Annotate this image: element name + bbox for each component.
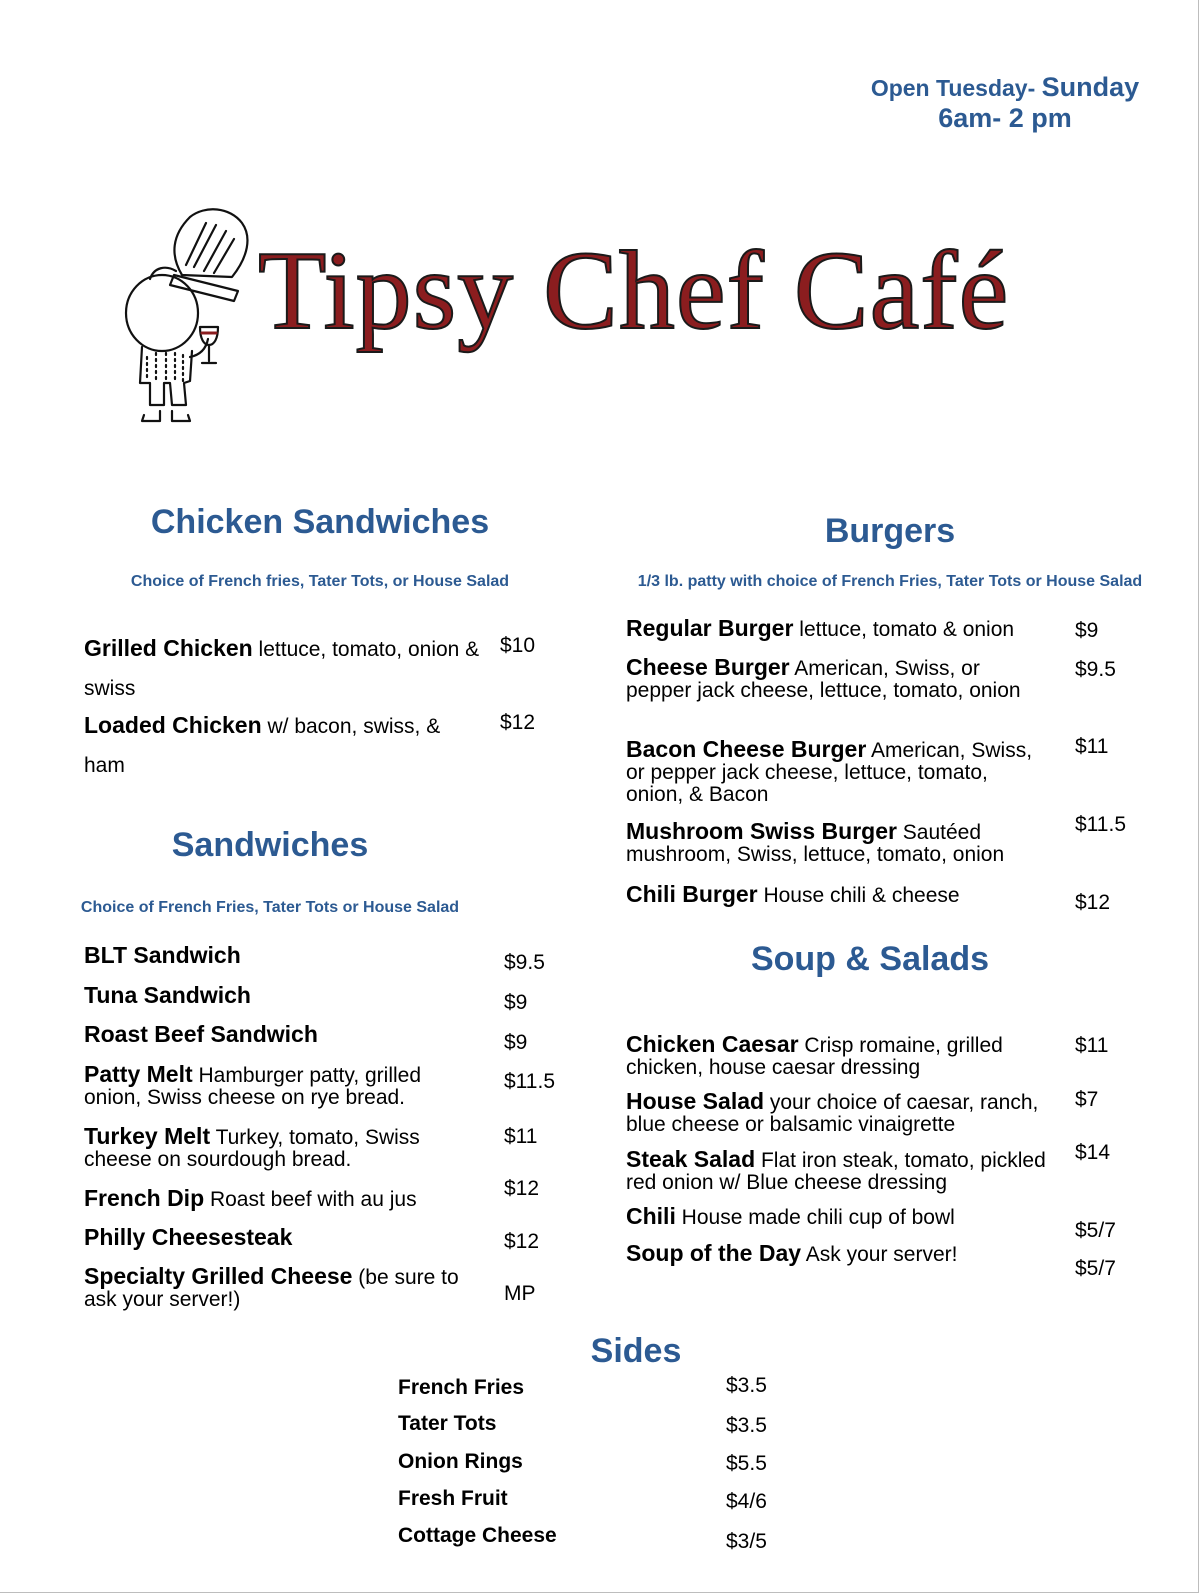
chicken-section-subtitle: Choice of French fries, Tater Tots, or House Salad bbox=[130, 573, 510, 590]
side-name: Fresh Fruit bbox=[398, 1487, 508, 1510]
item-desc: American, Swiss, or pepper jack cheese, lettuce, tomato, onion bbox=[626, 657, 1021, 702]
item-desc: American, Swiss, or pepper jack cheese, lettuce, tomato, onion, & Bacon bbox=[626, 739, 1033, 806]
menu-item bbox=[626, 656, 1021, 702]
sandwiches-section-subtitle: Choice of French Fries, Tater Tots or House Salad bbox=[80, 899, 460, 916]
item-desc: Crisp romaine, grilled chicken, house caesar dressing bbox=[626, 1034, 1003, 1079]
item-name: Turkey Melt bbox=[84, 1123, 211, 1149]
item-price: $12 bbox=[500, 711, 536, 734]
item-name: Cheese Burger bbox=[626, 654, 790, 680]
item-price: $11.5 bbox=[1075, 813, 1126, 836]
hours-days-prefix: Open Tuesday- bbox=[870, 75, 1036, 101]
hours-time: 6am- 2 pm bbox=[938, 103, 1072, 133]
item-name: Specialty Grilled Cheese bbox=[84, 1263, 353, 1289]
item-name: Tuna Sandwich bbox=[84, 982, 251, 1008]
menu-item bbox=[84, 629, 484, 708]
item-name: Chicken Caesar bbox=[626, 1031, 799, 1057]
burgers-section-title: Burgers bbox=[824, 512, 956, 550]
menu-item bbox=[626, 617, 1056, 641]
item-name: Chili bbox=[626, 1203, 676, 1229]
side-price: $3.5 bbox=[726, 1374, 767, 1397]
side-name: French Fries bbox=[398, 1376, 525, 1399]
item-name: Soup of the Day bbox=[626, 1240, 802, 1266]
menu-item bbox=[84, 1063, 484, 1109]
chef-logo-icon bbox=[120, 205, 260, 430]
item-name: Philly Cheesesteak bbox=[84, 1224, 293, 1250]
item-price: $12 bbox=[504, 1177, 540, 1200]
item-name: Chili Burger bbox=[626, 881, 758, 907]
item-price: $7 bbox=[1075, 1088, 1099, 1111]
menu-item bbox=[626, 738, 1036, 806]
item-desc: Sautéed mushroom, Swiss, lettuce, tomato, onion bbox=[626, 821, 1005, 866]
item-desc: your choice of caesar, ranch, blue cheese or balsamic vinaigrette bbox=[626, 1091, 1039, 1136]
menu-item bbox=[84, 1265, 489, 1311]
item-desc: Turkey, tomato, Swiss cheese on sourdough bread. bbox=[84, 1126, 420, 1171]
chicken-section-title: Chicken Sandwiches bbox=[150, 503, 490, 541]
item-price: $5/7 bbox=[1075, 1219, 1116, 1242]
item-desc: Roast beef with au jus bbox=[204, 1188, 417, 1211]
item-price: $9 bbox=[504, 991, 528, 1014]
menu-item bbox=[626, 883, 1056, 907]
menu-item bbox=[84, 984, 484, 1008]
item-name: Patty Melt bbox=[84, 1061, 193, 1087]
item-price: $14 bbox=[1075, 1141, 1111, 1164]
item-desc: Hamburger patty, grilled onion, Swiss cheese on rye bread. bbox=[84, 1064, 422, 1109]
menu-item bbox=[626, 820, 1036, 866]
menu-item bbox=[84, 1226, 484, 1250]
item-desc: w/ bacon, swiss, & ham bbox=[84, 715, 441, 777]
sandwiches-section-title: Sandwiches bbox=[171, 826, 369, 864]
menu-item bbox=[84, 1187, 484, 1211]
side-name: Onion Rings bbox=[398, 1450, 523, 1473]
menu-item bbox=[84, 944, 484, 968]
item-name: Regular Burger bbox=[626, 615, 794, 641]
item-name: Bacon Cheese Burger bbox=[626, 736, 867, 762]
item-price: $11.5 bbox=[504, 1070, 555, 1093]
side-price: $5.5 bbox=[726, 1452, 767, 1475]
item-price: $9.5 bbox=[504, 951, 545, 974]
soups-section-title: Soup & Salads bbox=[750, 940, 990, 978]
item-price: $9 bbox=[504, 1031, 528, 1054]
menu-item bbox=[626, 1090, 1066, 1136]
sides-section-title: Sides bbox=[590, 1332, 682, 1370]
item-name: Steak Salad bbox=[626, 1146, 756, 1172]
burgers-section-subtitle: 1/3 lb. patty with choice of French Fries, Tater Tots or House Salad bbox=[637, 573, 1143, 590]
menu-item bbox=[84, 1023, 484, 1047]
item-name: Grilled Chicken bbox=[84, 635, 253, 661]
item-name: House Salad bbox=[626, 1088, 765, 1114]
item-price: MP bbox=[504, 1282, 536, 1305]
menu-item bbox=[626, 1148, 1046, 1194]
item-desc: Flat iron steak, tomato, pickled red onion w/ Blue cheese dressing bbox=[626, 1149, 1046, 1194]
menu-item bbox=[626, 1205, 1056, 1229]
item-name: BLT Sandwich bbox=[84, 942, 241, 968]
item-price: $11 bbox=[1075, 1034, 1109, 1057]
item-price: $10 bbox=[500, 634, 536, 657]
item-desc: Ask your server! bbox=[801, 1243, 958, 1266]
item-price: $12 bbox=[504, 1230, 540, 1253]
item-desc: lettuce, tomato & onion bbox=[793, 618, 1015, 641]
item-price: $9 bbox=[1075, 619, 1099, 642]
item-price: $12 bbox=[1075, 891, 1111, 914]
menu-item bbox=[84, 706, 484, 785]
item-price: $5/7 bbox=[1075, 1257, 1116, 1280]
cafe-title: Tipsy Chef Café bbox=[258, 229, 1010, 353]
item-name: Roast Beef Sandwich bbox=[84, 1021, 318, 1047]
item-desc: House made chili cup of bowl bbox=[675, 1206, 955, 1229]
item-name: Mushroom Swiss Burger bbox=[626, 818, 897, 844]
item-name: French Dip bbox=[84, 1185, 205, 1211]
menu-item bbox=[626, 1033, 1046, 1079]
item-price: $9.5 bbox=[1075, 658, 1116, 681]
hours-days-end: Sunday bbox=[1041, 72, 1140, 102]
side-name: Tater Tots bbox=[398, 1412, 497, 1435]
side-price: $3/5 bbox=[726, 1530, 767, 1553]
side-name: Cottage Cheese bbox=[398, 1524, 557, 1547]
side-price: $3.5 bbox=[726, 1414, 767, 1437]
item-desc: lettuce, tomato, onion & swiss bbox=[84, 638, 480, 700]
item-price: $11 bbox=[504, 1125, 538, 1148]
menu-item bbox=[84, 1125, 484, 1171]
item-desc: (be sure to ask your server!) bbox=[84, 1266, 459, 1311]
item-desc: House chili & cheese bbox=[757, 884, 960, 907]
menu-item bbox=[626, 1242, 1056, 1266]
item-price: $11 bbox=[1075, 735, 1109, 758]
item-name: Loaded Chicken bbox=[84, 712, 262, 738]
side-price: $4/6 bbox=[726, 1490, 767, 1513]
opening-hours bbox=[840, 72, 1170, 133]
